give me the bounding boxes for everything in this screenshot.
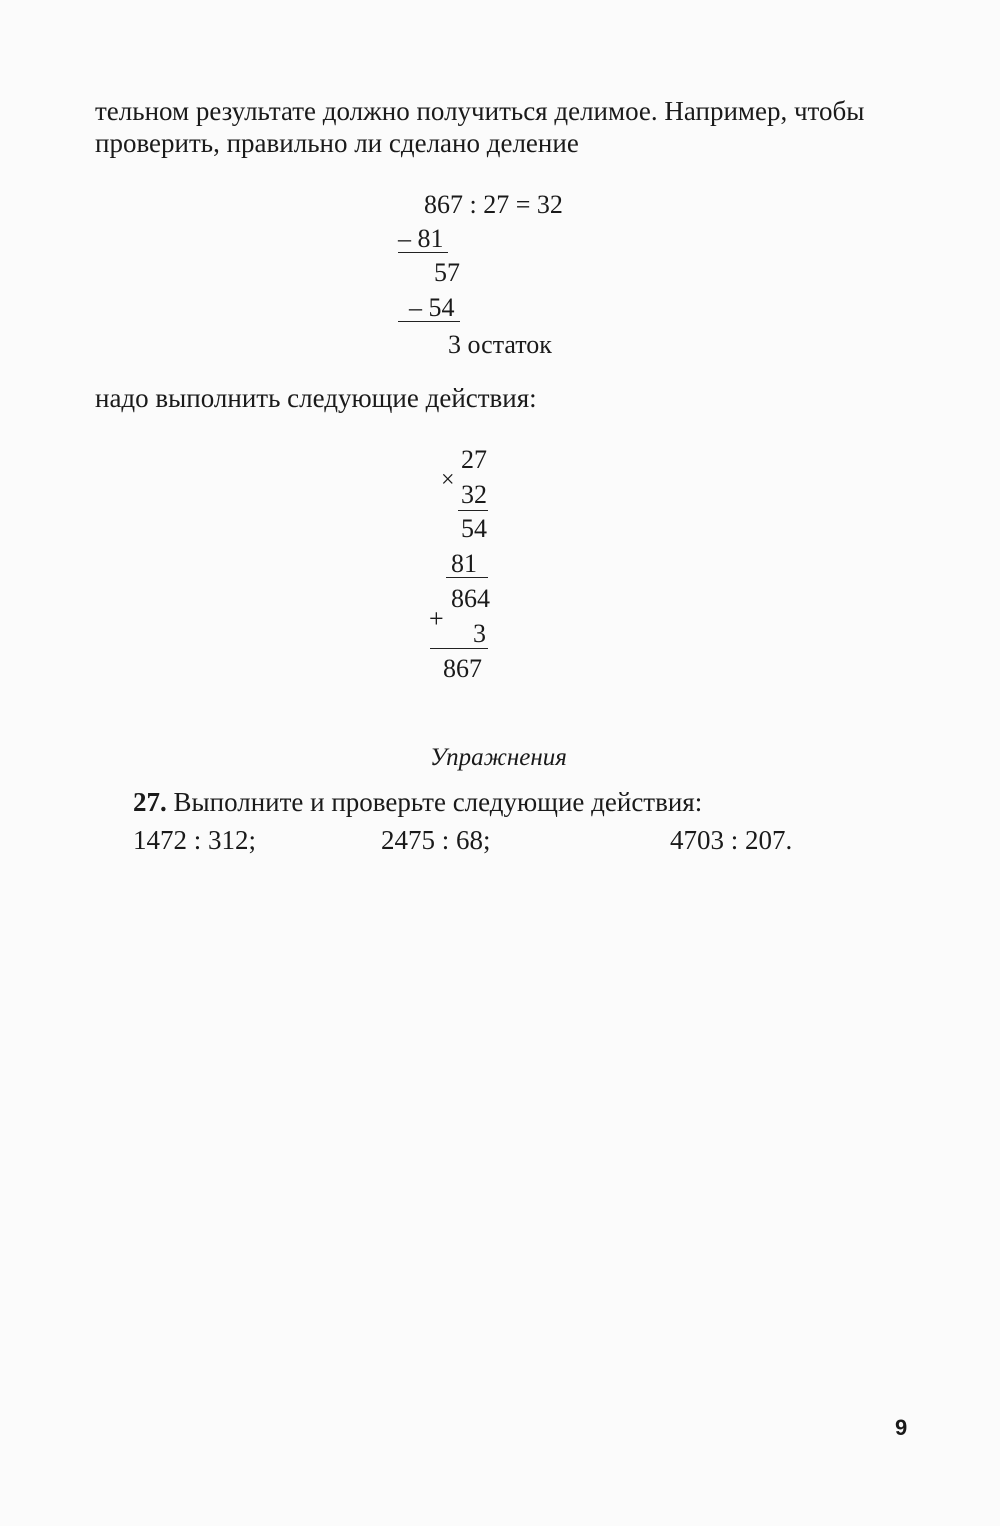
exercise-item-2: 2475 : 68; [381,825,491,855]
exercise-task: Выполните и проверьте следующие действия: [173,787,703,817]
page-number: 9 [895,1415,908,1440]
exercises-heading: Упражнения [430,744,567,771]
mult-partial-1: 54 [461,514,487,543]
sum-result: 867 [443,654,482,683]
mult-multiplier: 32 [461,480,487,509]
mult-multiplicand: 27 [461,445,487,474]
intro-line-2: проверить, правильно ли сделано деление [95,128,579,158]
division-header: 867 : 27 = 32 [424,190,563,219]
times-sign: × [441,467,455,493]
division-subtrahend-2: – 54 [409,293,455,322]
plus-sign: + [429,604,444,633]
sum-line [430,648,488,649]
division-line-1 [398,252,448,253]
mult-product: 864 [451,584,490,613]
division-remainder-final: 3 остаток [448,330,552,359]
mult-partial-2: 81 [451,549,477,578]
mult-line-2 [446,577,488,578]
addend: 3 [473,619,486,648]
exercise-27 [133,785,702,819]
exercise-number: 27. [133,787,167,817]
division-remainder-1: 57 [434,258,460,287]
division-subtrahend-1: – 81 [398,224,444,253]
mult-line-1 [458,510,488,511]
middle-text: надо выполнить следующие действия: [95,383,537,413]
exercise-item-1: 1472 : 312; [133,825,257,855]
exercise-item-3: 4703 : 207. [670,825,793,855]
division-line-2 [398,321,460,322]
intro-line-1: тельном результате должно получиться делимое. Например, чтобы [95,96,865,126]
